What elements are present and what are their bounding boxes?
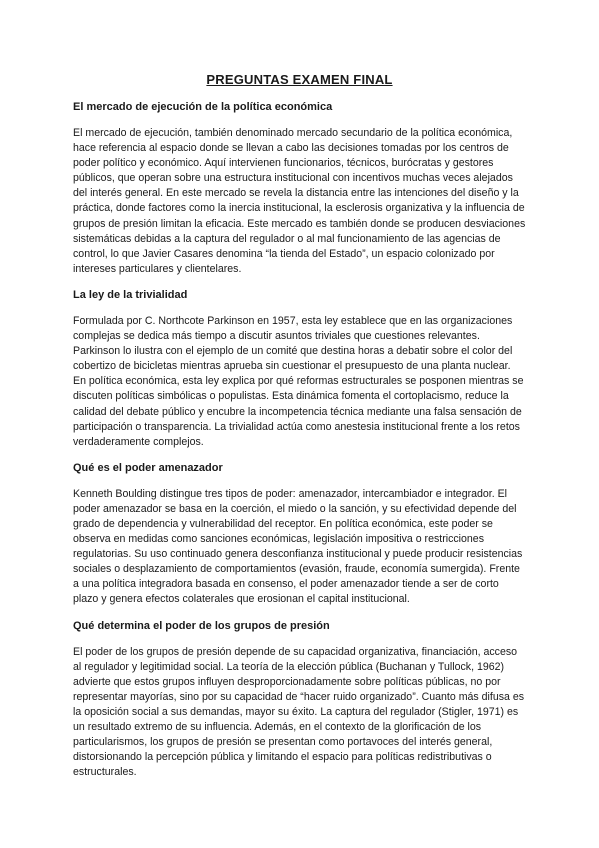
- section-heading-mercado-ejecucion: El mercado de ejecución de la política económica: [73, 101, 333, 113]
- section-heading-grupos-presion: Qué determina el poder de los grupos de presión: [73, 619, 330, 632]
- section-body-mercado-ejecucion: El mercado de ejecución, también denominado mercado secundario de la política económica, hace referencia al espacio donde se llevan a cabo las decisiones tomadas por los centros de poder político y económico. Aquí intervienen funcionarios, técnicos, burócratas y gestores públicos, que operan sobre una estructura institucional con incentivos muchas veces alejados del interés general. En este mercado se revela la distancia entre las intenciones del diseño y la práctica, donde factores como la inercia institucional, la esclerosis organizativa y la influencia de grupos de presión limitan la eficacia. Este mercado es también donde se producen desviaciones sistemáticas debidas a la captura del regulador o al mal funcionamiento de las agencias de control, lo que Javier Casares denomina “la tienda del Estado”, un espacio colonizado por intereses particulares y clientelares.: [73, 127, 526, 275]
- section-body-ley-trivialidad: Formulada por C. Northcote Parkinson en 1957, esta ley establece que en las organizaciones complejas se dedica más tiempo a discutir asuntos triviales que cuestiones relevantes. Parkinson lo ilustra con el ejemplo de un comité que destina horas a debatir sobre el color del cobertizo de bicicletas mientras aprueba sin cuestionar el presupuesto de una planta nuclear. En política económica, esta ley explica por qué reformas estructurales se posponen mientras se discuten políticas simbólicas o populistas. Esta dinámica fomenta el cortoplacismo, reduce la calidad del debate público y encubre la incompetencia técnica mediante una falsa sensación de participación o transparencia. La trivialidad actúa como anestesia institucional frente a los retos verdaderamente complejos.: [73, 314, 524, 448]
- section-heading-poder-amenazador: Qué es el poder amenazador: [73, 461, 223, 474]
- section-body-poder-amenazador: Kenneth Boulding distingue tres tipos de poder: amenazador, intercambiador e integrador. El poder amenazador se basa en la coerción, el miedo o la sanción, y su efectividad depende del grado de dependencia y vulnerabilidad del receptor. En política económica, este poder se observa en medidas como sanciones económicas, legislación impositiva o restricciones regulatorias. Su uso continuado genera desconfianza institucional y puede producir resistencias sociales o desplazamiento de comportamientos (evasión, fraude, economía sumergida). Frente a una política integradora basada en consenso, el poder amenazador tiende a ser de corto plazo y genera efectos colaterales que erosionan el capital institucional.: [73, 487, 523, 606]
- section-heading-ley-trivialidad: La ley de la trivialidad: [73, 288, 188, 301]
- document-title: PREGUNTAS EXAMEN FINAL: [206, 72, 393, 87]
- section-body-grupos-presion: El poder de los grupos de presión depende de su capacidad organizativa, financiación, acceso al regulador y legitimidad social. La teoría de la elección pública (Buchanan y Tullock, 1962) advierte que estos grupos influyen desproporcionadamente sobre políticas públicas, no por representar mayorías, sino por su capacidad de “hacer ruido organizado”. Cuanto más difusa es la oposición social a sus demandas, mayor su éxito. La captura del regulador (Stigler, 1971) es un resultado extremo de su influencia. Además, en el contexto de la glorificación de los particularismos, los grupos de presión se presentan como portavoces del interés general, distorsionando la percepción pública y limitando el espacio para políticas redistributivas o estructurales.: [73, 645, 525, 779]
